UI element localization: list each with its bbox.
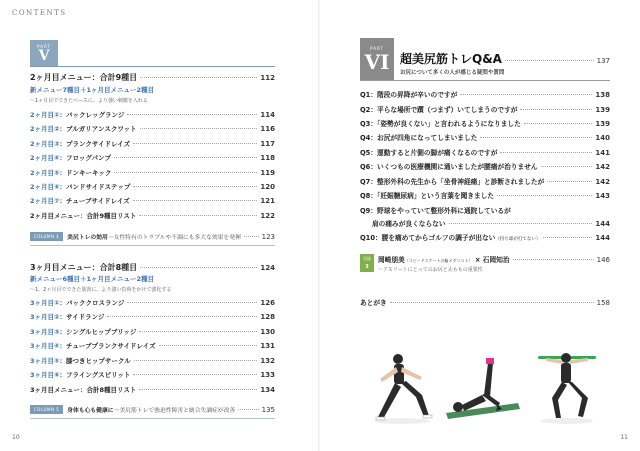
toc-entry-month3-list[interactable]: 3ヶ月目メニュー：合計8種目リスト 134 [30,386,275,394]
column-label: COLUMN 5 [30,405,63,414]
toc-entry[interactable]: 2ヶ月目⑥：バンドサイドステップ 120 [30,183,275,191]
toc-entry[interactable]: 3ヶ月目①：バッククロスランジ 126 [30,299,275,307]
part-numeral: VI [364,49,390,74]
part-title[interactable]: 超美尻筋トレQ&A 137 [400,52,610,66]
toc-entry[interactable]: 3ヶ月目③：シングルヒップブリッジ 130 [30,327,275,336]
part-divider [360,80,610,81]
part-label: PART [370,45,384,51]
page-number-left: 10 [12,434,20,441]
qa-entry[interactable]: Q10：腰を痛めてからゴルフの調子が出ない（持ち球が打てない） 144 [360,234,610,242]
qa-entry[interactable]: Q4：お尻が四角になってしまいました 140 [360,134,610,142]
qa-entry[interactable]: Q1：階段の昇降が辛いのですが 138 [360,91,610,99]
column-entry-5[interactable]: COLUMN 5 身体も心も健康に〜美尻筋トレで強迫性障害と統合失調症が改善 135 [30,404,275,415]
column-underline [30,245,275,246]
exercise-photo-stretch [532,340,602,425]
toc-entry[interactable]: 3ヶ月目④：チューブプランクサイドレイズ 131 [30,342,275,351]
section-note-month3: 〜1、2ヶ月目でできた筋肉に、より強い負荷をかけて強化する [30,287,172,293]
exercise-photo-bridge [442,355,522,425]
toc-entry[interactable]: 2ヶ月目⑤：ドンキーキック 119 [30,168,275,177]
column-underline [30,418,275,419]
qa-entry[interactable]: Q9：野球をやっていて整形外科に通院しているが [360,207,511,215]
exercise-photo-lunge [368,345,438,425]
dialogue-note: 〜アスリートにとってのお尻と太ももの重要性 [378,267,483,273]
part-badge [30,40,58,66]
page-number-right: 11 [620,434,628,441]
qa-entry[interactable]: Q6：いくつもの医療機関に通いましたが腰痛が治りません 142 [360,163,610,171]
section-title-month3[interactable]: 3ヶ月目メニュー：合計8種目 124 [30,263,275,272]
qa-entry[interactable]: Q5：運動すると片側の脚が痛くなるのですが 141 [360,149,610,157]
toc-entry[interactable]: 2ヶ月目④：フロッグパンプ 118 [30,154,275,163]
part-label: PART [37,43,51,49]
section-subtitle-month2: 新メニュー7種目＋1ヶ月目メニュー2種目 [30,86,155,94]
qa-entry[interactable]: Q3：「姿勢が良くない」と言われるようになりました 139 [360,120,610,128]
column-label: COLUMN 4 [30,232,63,241]
contents-header: CONTENTS [12,9,67,17]
toc-entry[interactable]: 3ヶ月目⑥：フライングスピリット 133 [30,371,275,379]
part-subtitle: お尻について多くの人が感じる疑問や質問 [400,70,505,76]
qa-entry[interactable]: Q7：整形外科の先生から「坐骨神経痛」と診断されましたが 142 [360,178,610,186]
afterword-entry[interactable]: あとがき 158 [360,299,610,307]
section-title-month2[interactable]: 2ヶ月目メニュー：合計9種目 112 [30,73,275,82]
toc-entry[interactable]: 2ヶ月目①：バックレッグランジ 114 [30,111,275,119]
dialogue-badge: 対談 3 [360,254,374,272]
part-divider [30,66,275,67]
toc-entry-month2-list[interactable]: 2ヶ月目メニュー：合計9種目リスト 122 [30,212,275,220]
qa-entry[interactable]: Q8：「妊娠糖尿病」という言葉を聞きました 143 [360,192,610,200]
dialogue-entry[interactable]: 岡崎朋美（スピードスケート五輪メダリスト） × 石岡知治 146 [378,256,610,264]
right-page [320,0,640,451]
toc-entry[interactable]: 2ヶ月目③：プランクサイドレイズ 117 [30,139,275,148]
qa-entry-continued[interactable]: 肩の痛みが良くならない 144 [372,220,610,228]
section-note-month2: 〜1ヶ月目でできたベースに、より強い刺激を入れる [30,98,148,104]
section-subtitle-month3: 新メニュー6種目＋1ヶ月目メニュー2種目 [30,275,155,283]
toc-entry[interactable]: 3ヶ月目⑤：膝つきヒップサークル 132 [30,356,275,365]
qa-entry[interactable]: Q2：平らな場所で躓（つまず）いてしまうのですが 139 [360,106,610,114]
column-entry-4[interactable]: COLUMN 4 美尻トレの効用〜女性特有のトラブルや不調にも多大な効果を発揮 123 [30,231,275,242]
toc-entry[interactable]: 3ヶ月目②：サイドランジ 128 [30,313,275,322]
part-badge [360,38,394,80]
toc-entry[interactable]: 2ヶ月目②：ブルガリアンスクワット 116 [30,125,275,134]
toc-entry[interactable]: 2ヶ月目⑦：チューブサイドレイズ 121 [30,197,275,206]
part-numeral: V [38,47,50,64]
